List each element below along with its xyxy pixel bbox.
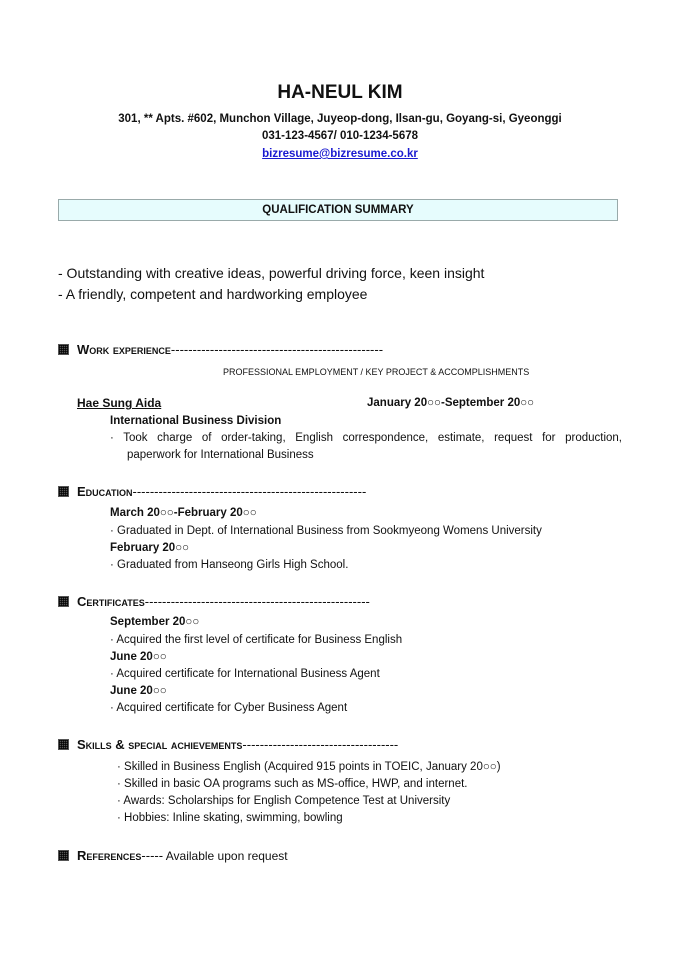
work-subtitle: PROFESSIONAL EMPLOYMENT / KEY PROJECT & ACCOMPLISHMENTS	[223, 367, 530, 377]
company-name: Hae Sung Aida	[77, 396, 162, 410]
skill-item: · Skilled in basic OA programs such as MS-office, HWP, and internet.	[117, 778, 468, 790]
certificates-heading	[58, 594, 370, 610]
certificate-date: September 20○○	[110, 616, 200, 628]
work-bullet: · Took charge of order-taking, English correspondence, estimate, request for production,	[110, 432, 622, 444]
dash-rule: -------------------------------------------------	[170, 342, 384, 357]
education-text: · Graduated from Hanseong Girls High School.	[110, 559, 349, 571]
section-title: References	[77, 848, 142, 863]
skill-item: · Awards: Scholarships for English Competence Test at University	[117, 795, 451, 807]
address: 301, ** Apts. #602, Munchon Village, Juyeop-dong, Ilsan-gu, Goyang-si, Gyeonggi	[118, 113, 562, 125]
work-period: January 20○○-September 20○○	[367, 397, 535, 409]
dash-rule: -----	[141, 848, 164, 863]
skills-heading	[58, 737, 398, 753]
certificate-date: June 20○○	[110, 651, 167, 663]
certificate-text: · Acquired certificate for International Business Agent	[110, 668, 380, 680]
references-heading	[58, 848, 288, 864]
summary-line: - A friendly, competent and hardworking employee	[58, 286, 368, 302]
grid-bullet-icon	[58, 596, 69, 607]
education-heading	[58, 484, 366, 500]
certificate-date: June 20○○	[110, 685, 167, 697]
grid-bullet-icon	[58, 739, 69, 750]
section-title: Certificates	[77, 594, 145, 609]
grid-bullet-icon	[58, 344, 69, 355]
dash-rule: ------------------------------------	[242, 737, 399, 752]
education-date: February 20○○	[110, 542, 190, 554]
section-title: Skills & special achievements	[77, 737, 243, 752]
work-bullet-cont: paperwork for International Business	[127, 449, 314, 461]
section-title: Work experience	[77, 342, 171, 357]
references-text: Available upon request	[163, 849, 288, 863]
email-link[interactable]: bizresume@bizresume.co.kr	[262, 148, 418, 160]
work-experience-heading	[58, 342, 383, 358]
dash-rule: ----------------------------------------------------	[144, 594, 370, 609]
grid-bullet-icon	[58, 850, 69, 861]
qualification-summary-heading: QUALIFICATION SUMMARY	[58, 199, 618, 221]
grid-bullet-icon	[58, 486, 69, 497]
skill-item: · Skilled in Business English (Acquired 915 points in TOEIC, January 20○○)	[117, 761, 501, 773]
division: International Business Division	[110, 415, 282, 427]
education-date: March 20○○-February 20○○	[110, 507, 257, 519]
education-text: · Graduated in Dept. of International Business from Sookmyeong Womens University	[110, 525, 542, 537]
certificate-text: · Acquired certificate for Cyber Business Agent	[110, 702, 348, 714]
applicant-name: HA-NEUL KIM	[277, 82, 403, 103]
phone: 031-123-4567/ 010-1234-5678	[261, 130, 419, 142]
section-title: Education	[77, 484, 133, 499]
summary-line: - Outstanding with creative ideas, powerful driving force, keen insight	[58, 265, 485, 281]
dash-rule: ------------------------------------------------------	[132, 484, 367, 499]
certificate-text: · Acquired the first level of certificate for Business English	[110, 634, 403, 646]
skill-item: · Hobbies: Inline skating, swimming, bowling	[117, 812, 343, 824]
